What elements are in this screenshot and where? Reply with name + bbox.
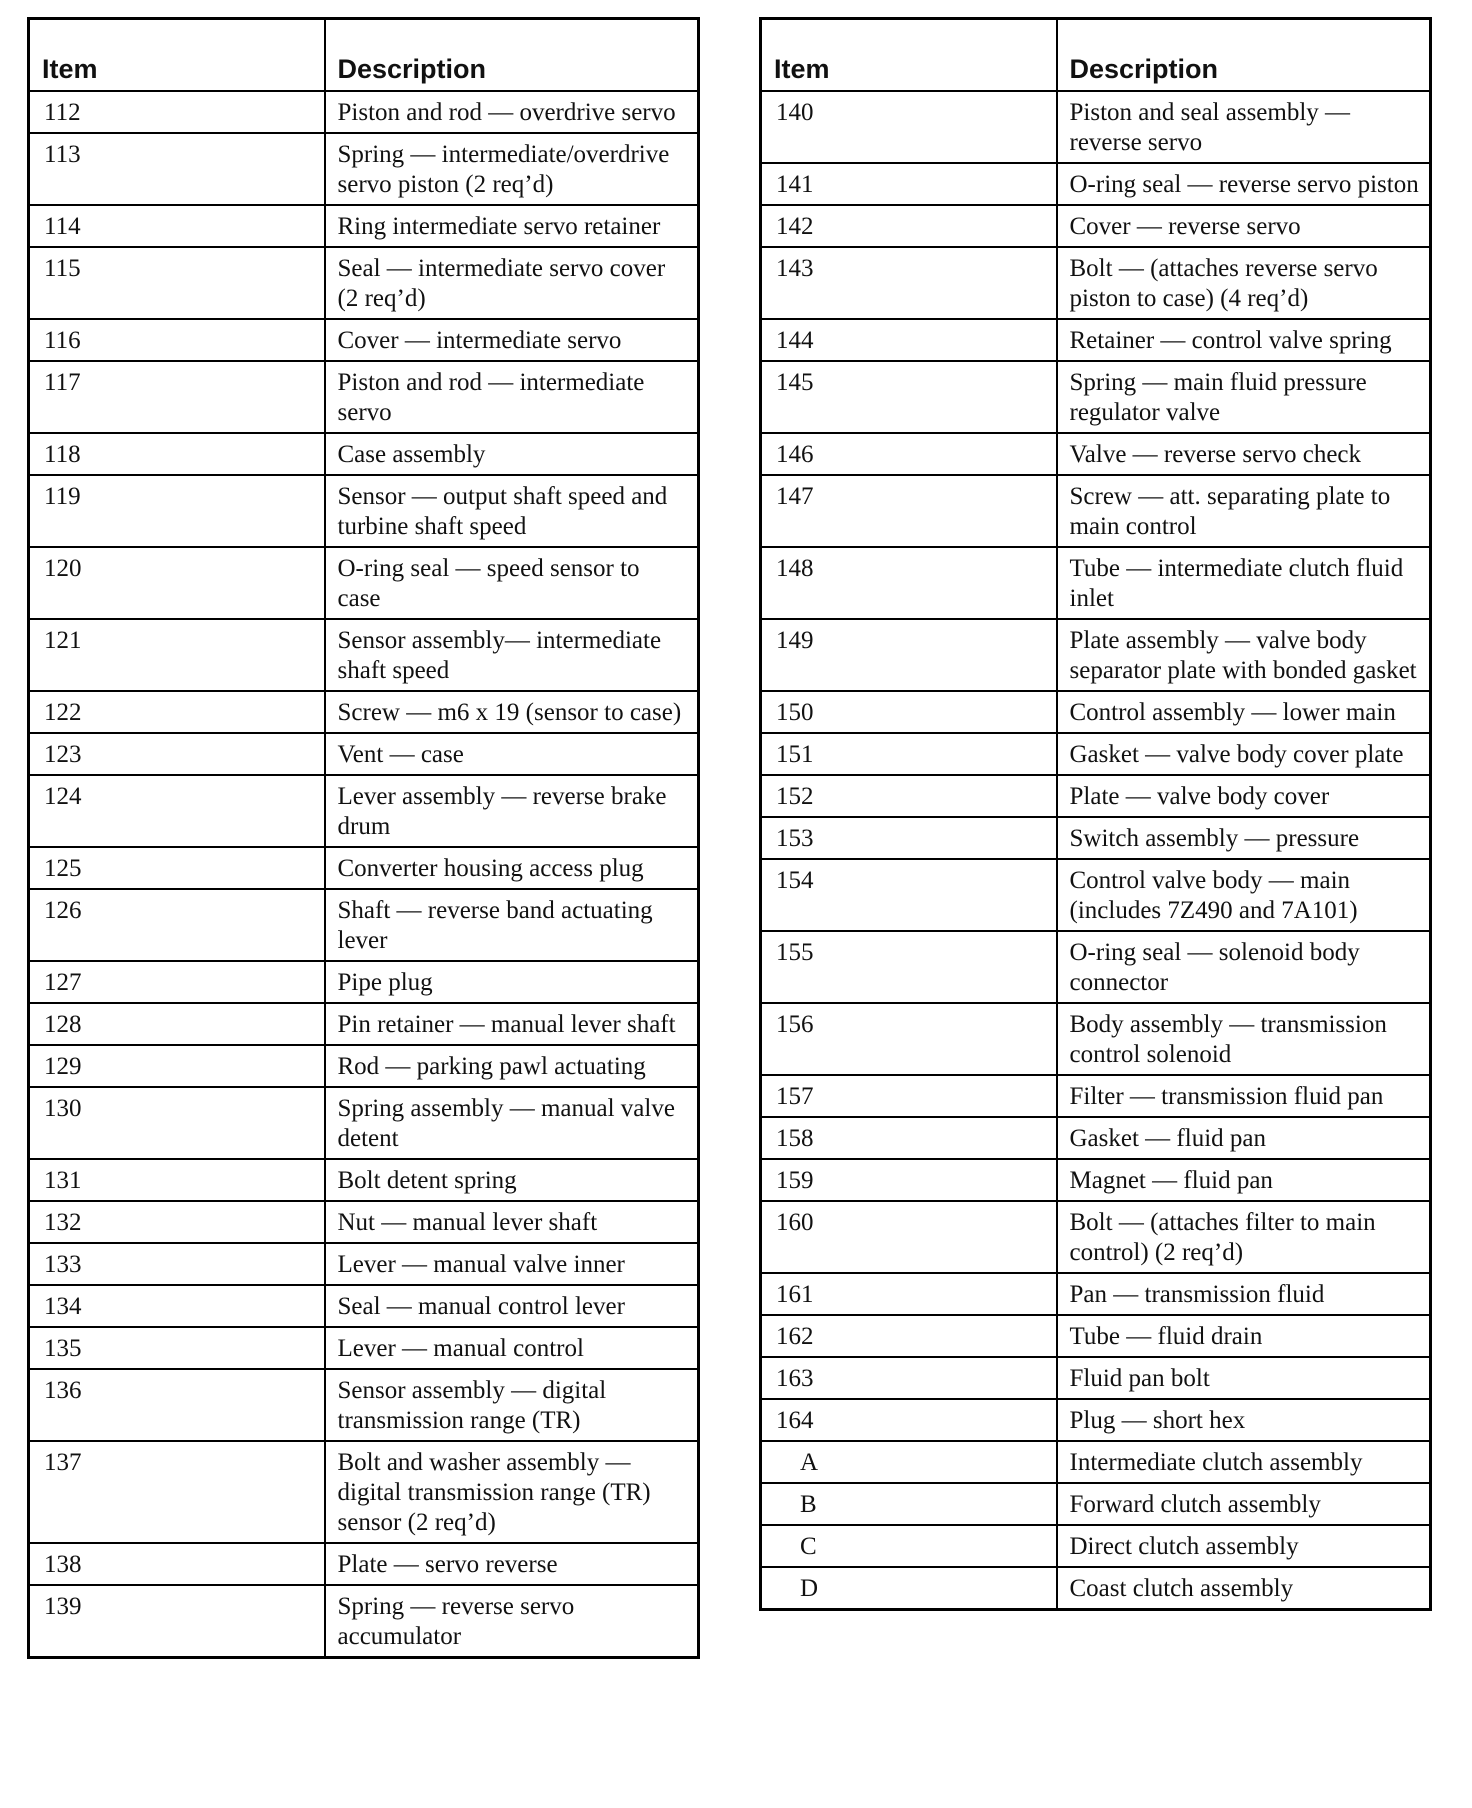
table-row [29, 1045, 699, 1087]
table-row [761, 1273, 1431, 1315]
description-cell: O-ring seal — speed sensor to case [325, 547, 699, 619]
table-row [761, 247, 1431, 319]
table-row [29, 133, 699, 205]
table-row [29, 547, 699, 619]
item-cell: 130 [29, 1087, 325, 1159]
description-cell: Tube — fluid drain [1057, 1315, 1431, 1357]
description-cell: Direct clutch assembly [1057, 1525, 1431, 1567]
table-row [761, 361, 1431, 433]
description-cell: Cover — intermediate servo [325, 319, 699, 361]
item-cell: B [761, 1483, 1057, 1525]
description-cell: Coast clutch assembly [1057, 1567, 1431, 1610]
description-cell: Control valve body — main (includes 7Z490 and 7A101) [1057, 859, 1431, 931]
item-cell: D [761, 1567, 1057, 1610]
description-cell: Spring — main fluid pressure regulator valve [1057, 361, 1431, 433]
item-cell: 113 [29, 133, 325, 205]
table-row [29, 205, 699, 247]
item-cell: A [761, 1441, 1057, 1483]
item-cell: 119 [29, 475, 325, 547]
description-cell: Converter housing access plug [325, 847, 699, 889]
table-row [761, 1441, 1431, 1483]
description-cell: Bolt and washer assembly — digital transmission range (TR) sensor (2 req’d) [325, 1441, 699, 1543]
table-row [29, 1543, 699, 1585]
table-row [29, 475, 699, 547]
item-cell: 129 [29, 1045, 325, 1087]
table-row [29, 691, 699, 733]
item-cell: 158 [761, 1117, 1057, 1159]
table-row [761, 91, 1431, 163]
table-row [29, 433, 699, 475]
description-cell: Valve — reverse servo check [1057, 433, 1431, 475]
item-cell: 141 [761, 163, 1057, 205]
description-cell: Lever — manual valve inner [325, 1243, 699, 1285]
table-row [761, 931, 1431, 1003]
item-cell: 150 [761, 691, 1057, 733]
description-cell: Piston and rod — intermediate servo [325, 361, 699, 433]
description-cell: Body assembly — transmission control solenoid [1057, 1003, 1431, 1075]
item-cell: 163 [761, 1357, 1057, 1399]
item-cell: 132 [29, 1201, 325, 1243]
description-cell: Control assembly — lower main [1057, 691, 1431, 733]
description-cell: Seal — manual control lever [325, 1285, 699, 1327]
item-cell: 137 [29, 1441, 325, 1543]
description-cell: Nut — manual lever shaft [325, 1201, 699, 1243]
description-cell: Tube — intermediate clutch fluid inlet [1057, 547, 1431, 619]
table-row [29, 1285, 699, 1327]
item-cell: 131 [29, 1159, 325, 1201]
description-cell: Forward clutch assembly [1057, 1483, 1431, 1525]
table-row [761, 1201, 1431, 1273]
table-row [29, 1243, 699, 1285]
description-cell: Plate — servo reverse [325, 1543, 699, 1585]
table-row [29, 1327, 699, 1369]
description-cell: Sensor assembly— intermediate shaft speed [325, 619, 699, 691]
table-row [761, 817, 1431, 859]
item-cell: 135 [29, 1327, 325, 1369]
table-row [29, 1441, 699, 1543]
description-cell: Fluid pan bolt [1057, 1357, 1431, 1399]
table-row [761, 547, 1431, 619]
item-cell: 148 [761, 547, 1057, 619]
description-cell: Bolt — (attaches reverse servo piston to case) (4 req’d) [1057, 247, 1431, 319]
table-row [761, 205, 1431, 247]
item-cell: 112 [29, 91, 325, 133]
item-cell: 156 [761, 1003, 1057, 1075]
table-row [761, 1483, 1431, 1525]
description-cell: Spring assembly — manual valve detent [325, 1087, 699, 1159]
table-row [761, 1399, 1431, 1441]
table-row [29, 319, 699, 361]
item-cell: 116 [29, 319, 325, 361]
description-cell: Lever — manual control [325, 1327, 699, 1369]
description-cell: Pan — transmission fluid [1057, 1273, 1431, 1315]
table-row [29, 247, 699, 319]
item-cell: 124 [29, 775, 325, 847]
item-cell: 139 [29, 1585, 325, 1658]
table-row [761, 619, 1431, 691]
table-row [761, 1075, 1431, 1117]
table-row [761, 775, 1431, 817]
description-cell: O-ring seal — reverse servo piston [1057, 163, 1431, 205]
item-cell: 123 [29, 733, 325, 775]
header-row [761, 19, 1431, 92]
item-cell: 160 [761, 1201, 1057, 1273]
description-cell: Bolt detent spring [325, 1159, 699, 1201]
item-cell: 122 [29, 691, 325, 733]
description-cell: Screw — m6 x 19 (sensor to case) [325, 691, 699, 733]
item-cell: 140 [761, 91, 1057, 163]
table-row [29, 775, 699, 847]
table-row [761, 733, 1431, 775]
table-row [761, 1315, 1431, 1357]
table-row [761, 1117, 1431, 1159]
table-row [761, 859, 1431, 931]
item-cell: 134 [29, 1285, 325, 1327]
description-cell: Magnet — fluid pan [1057, 1159, 1431, 1201]
table-row [761, 691, 1431, 733]
item-header: Item [29, 19, 325, 92]
description-cell: Seal — intermediate servo cover (2 req’d) [325, 247, 699, 319]
item-cell: 164 [761, 1399, 1057, 1441]
item-cell: 153 [761, 817, 1057, 859]
description-cell: Plate — valve body cover [1057, 775, 1431, 817]
table-row [29, 1201, 699, 1243]
item-cell: 133 [29, 1243, 325, 1285]
description-cell: Filter — transmission fluid pan [1057, 1075, 1431, 1117]
description-cell: Spring — reverse servo accumulator [325, 1585, 699, 1658]
table-row [761, 1003, 1431, 1075]
item-cell: 120 [29, 547, 325, 619]
description-cell: Spring — intermediate/overdrive servo piston (2 req’d) [325, 133, 699, 205]
description-cell: Shaft — reverse band actuating lever [325, 889, 699, 961]
description-cell: Ring intermediate servo retainer [325, 205, 699, 247]
item-cell: 128 [29, 1003, 325, 1045]
description-cell: Bolt — (attaches filter to main control) (2 req’d) [1057, 1201, 1431, 1273]
item-cell: 121 [29, 619, 325, 691]
table-row [29, 1585, 699, 1658]
table-row [761, 433, 1431, 475]
description-cell: Rod — parking pawl actuating [325, 1045, 699, 1087]
table-row [29, 847, 699, 889]
description-cell: O-ring seal — solenoid body connector [1057, 931, 1431, 1003]
parts-table-right [759, 17, 1432, 1611]
parts-table-left [27, 17, 700, 1659]
description-cell: Retainer — control valve spring [1057, 319, 1431, 361]
table-row [29, 1087, 699, 1159]
table-row [29, 619, 699, 691]
item-cell: 147 [761, 475, 1057, 547]
table-row [29, 1369, 699, 1441]
item-cell: 146 [761, 433, 1057, 475]
table-row [761, 163, 1431, 205]
description-cell: Screw — att. separating plate to main control [1057, 475, 1431, 547]
item-cell: 154 [761, 859, 1057, 931]
description-cell: Cover — reverse servo [1057, 205, 1431, 247]
item-cell: 114 [29, 205, 325, 247]
item-cell: 149 [761, 619, 1057, 691]
item-cell: 143 [761, 247, 1057, 319]
item-cell: 161 [761, 1273, 1057, 1315]
description-cell: Plug — short hex [1057, 1399, 1431, 1441]
description-cell: Sensor — output shaft speed and turbine shaft speed [325, 475, 699, 547]
description-cell: Intermediate clutch assembly [1057, 1441, 1431, 1483]
item-cell: 152 [761, 775, 1057, 817]
table-row [761, 1357, 1431, 1399]
description-cell: Pin retainer — manual lever shaft [325, 1003, 699, 1045]
table-row [29, 889, 699, 961]
table-row [29, 733, 699, 775]
table-row [29, 91, 699, 133]
table-row [29, 1159, 699, 1201]
description-header: Description [1057, 19, 1431, 92]
table-row [29, 961, 699, 1003]
table-row [761, 1525, 1431, 1567]
item-cell: 155 [761, 931, 1057, 1003]
item-cell: C [761, 1525, 1057, 1567]
description-cell: Plate assembly — valve body separator plate with bonded gasket [1057, 619, 1431, 691]
item-cell: 127 [29, 961, 325, 1003]
table-row [29, 1003, 699, 1045]
table-row [761, 475, 1431, 547]
description-cell: Piston and seal assembly — reverse servo [1057, 91, 1431, 163]
item-cell: 151 [761, 733, 1057, 775]
description-cell: Piston and rod — overdrive servo [325, 91, 699, 133]
item-cell: 118 [29, 433, 325, 475]
table-row [761, 1567, 1431, 1610]
table-row [29, 361, 699, 433]
item-cell: 126 [29, 889, 325, 961]
description-cell: Switch assembly — pressure [1057, 817, 1431, 859]
item-cell: 162 [761, 1315, 1057, 1357]
item-cell: 117 [29, 361, 325, 433]
item-cell: 157 [761, 1075, 1057, 1117]
item-cell: 138 [29, 1543, 325, 1585]
item-cell: 136 [29, 1369, 325, 1441]
description-header: Description [325, 19, 699, 92]
item-cell: 145 [761, 361, 1057, 433]
description-cell: Sensor assembly — digital transmission range (TR) [325, 1369, 699, 1441]
description-cell: Vent — case [325, 733, 699, 775]
item-header: Item [761, 19, 1057, 92]
item-cell: 142 [761, 205, 1057, 247]
description-cell: Lever assembly — reverse brake drum [325, 775, 699, 847]
description-cell: Gasket — valve body cover plate [1057, 733, 1431, 775]
description-cell: Gasket — fluid pan [1057, 1117, 1431, 1159]
table-row [761, 319, 1431, 361]
item-cell: 159 [761, 1159, 1057, 1201]
header-row [29, 19, 699, 92]
item-cell: 144 [761, 319, 1057, 361]
table-row [761, 1159, 1431, 1201]
description-cell: Pipe plug [325, 961, 699, 1003]
item-cell: 115 [29, 247, 325, 319]
item-cell: 125 [29, 847, 325, 889]
description-cell: Case assembly [325, 433, 699, 475]
